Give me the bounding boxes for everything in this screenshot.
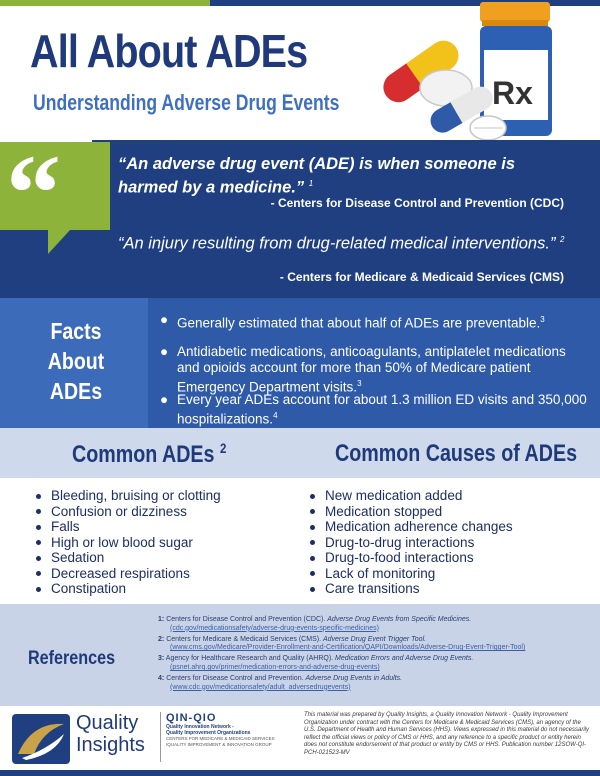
bottle-cap: [480, 2, 550, 22]
quote-1-text: “An adverse drug event (ADE) is when someone is harmed by a medicine.”: [118, 155, 516, 197]
list-item: [36, 488, 221, 504]
bullet-dot: [36, 556, 41, 561]
fact-item-2-text: Antidiabetic medications, anticoagulants, antiplatelet medications and opioids account for more than 50% of Medicare patient Emergency Department visits.: [177, 344, 566, 395]
list-item-text: Medication adherence changes: [325, 519, 513, 534]
bullet-dot: [36, 525, 41, 530]
footer-line: [0, 770, 600, 776]
fact-item-1-ref: 3: [540, 315, 545, 324]
pills-illustration: [368, 0, 600, 145]
list-item-text: High or low blood sugar: [51, 534, 193, 550]
facts-title-line1: Facts: [50, 318, 102, 344]
bullet-dot: [36, 571, 41, 576]
bullet-dot: [310, 494, 315, 499]
svg-text:“: “: [6, 142, 61, 254]
quote-2-source: - Centers for Medicare & Medicaid Services (CMS): [279, 270, 564, 284]
reference-title: Adverse Drug Events in Adults.: [305, 674, 403, 682]
facts-title: [34, 316, 119, 406]
reference-item: [158, 636, 588, 654]
reference-text: Centers for Medicare & Medicaid Services (CMS).: [166, 635, 322, 643]
list-item: [36, 535, 221, 551]
list-item: [310, 550, 513, 566]
reference-num: 2:: [158, 635, 165, 643]
list-item: [310, 519, 513, 535]
reference-text: Centers for Disease Control and Prevention (CDC).: [166, 616, 326, 623]
facts-title-line3: ADEs: [49, 378, 103, 404]
list-item: [310, 535, 513, 551]
quote-2-text: “An injury resulting from drug-related medical interventions.”: [118, 234, 556, 253]
reference-link[interactable]: (psnet.ahrq.gov/primer/medication-errors-and-adverse-drug-events): [170, 663, 380, 671]
list-item-text: New medication added: [325, 488, 463, 503]
bullet-dot: [36, 540, 41, 545]
reference-num: 4:: [158, 674, 165, 682]
references-title: References: [28, 648, 116, 669]
common-ades-title-text: Common ADEs: [72, 441, 215, 468]
fact-item-3-ref: 4: [273, 411, 278, 420]
list-item: [310, 504, 513, 520]
fact-item-3-text: Every year ADEs account for about 1.3 million ED visits and 350,000 hospitalizations.: [177, 392, 587, 427]
reference-link[interactable]: (www.cms.gov/Medicare/Provider-Enrollment-and-Certification/QAPI/Downloads/Adverse-Drug-Event-Trigger-Tool): [170, 644, 526, 652]
list-item-text: Falls: [51, 519, 80, 534]
quote-mark-icon: [0, 142, 130, 262]
list-item-text: Sedation: [51, 550, 105, 565]
facts-title-line2: About: [47, 348, 105, 374]
fact-item-2: [177, 344, 587, 396]
qin-line1: Quality Innovation Network -: [166, 724, 234, 730]
reference-link[interactable]: (cdc.gov/medicationsafety/adverse-drug-events-specific-medicines): [170, 624, 379, 632]
fact-item-3: [177, 392, 587, 428]
logo-divider: [160, 712, 161, 762]
list-item: [36, 519, 221, 535]
list-item-text: Lack of monitoring: [325, 565, 436, 581]
reference-text: Agency for Healthcare Research and Quality (AHRQ).: [165, 655, 334, 663]
list-item-text: Decreased respirations: [51, 565, 190, 581]
list-item-text: Drug-to-food interactions: [325, 550, 474, 565]
bullet-dot: [310, 525, 315, 530]
references-list: [158, 616, 588, 692]
top-stripe-green: [0, 0, 210, 6]
fact-item-1: [177, 312, 587, 332]
reference-item: [158, 655, 588, 673]
logo-line1: Quality: [76, 712, 139, 734]
quote-2: [118, 230, 578, 254]
reference-link[interactable]: (www.cdc.gov/medicationsafety/adult_adversedrugevents): [170, 683, 351, 691]
reference-title: Adverse Drug Event Trigger Tool.: [322, 635, 427, 643]
list-item: [36, 566, 221, 582]
bullet-dot: [310, 571, 315, 576]
bullet-dot: [36, 494, 41, 499]
bullet-dot: [310, 556, 315, 561]
disclaimer-text: This material was prepared by Quality Insights, a Quality Innovation Network - Quality Improvement Organization under contract with the Centers for Medicare & Medicaid Services (CMS), an agency of the U.S. Department of Health and Human Services (HHS). Views expressed in this material do not necessarily reflect the official views or policy of CMS or HHS, and any reference to a specific product or entity herein does not constitute endorsement of that product or entity by CMS or HHS. Publication number 12SOW-QI-PCH-021523-MV: [304, 712, 590, 756]
list-item-text: Medication stopped: [325, 503, 443, 519]
quote-1-ref: 1: [308, 179, 314, 188]
bullet-dot: [310, 587, 315, 592]
fact-item-1-text: Generally estimated that about half of ADEs are preventable.: [177, 315, 541, 331]
common-ades-title: [72, 440, 226, 469]
quote-2-ref: 2: [560, 235, 565, 244]
quote-1-source: - Centers for Disease Control and Prevention (CDC): [270, 196, 564, 210]
fact-item-2-ref: 3: [357, 379, 362, 388]
list-item-text: Confusion or dizziness: [51, 503, 187, 519]
list-item-text: Constipation: [51, 581, 127, 596]
page-title: All About ADEs: [30, 25, 308, 77]
qin-line3: CENTERS FOR MEDICARE & MEDICAID SERVICES: [166, 736, 275, 741]
bullet-dot: [36, 587, 41, 592]
list-item: [310, 488, 513, 504]
list-item-text: Bleeding, bruising or clotting: [51, 488, 221, 503]
list-item: [310, 581, 513, 597]
bottle-cap-rim: [482, 20, 548, 26]
fact-bullet: ●: [160, 392, 169, 407]
common-ades-list: [36, 488, 221, 597]
list-item-text: Drug-to-drug interactions: [325, 534, 475, 550]
qin-line2: Quality Improvement Organizations: [166, 730, 251, 736]
list-item: [36, 581, 221, 597]
reference-item: [158, 616, 588, 634]
qin-qio-logo: [166, 712, 296, 748]
reference-num: 3:: [158, 655, 165, 663]
common-causes-title: Common Causes of ADEs: [335, 440, 578, 467]
page-subtitle: Understanding Adverse Drug Events: [33, 90, 340, 115]
reference-num: 1:: [158, 616, 165, 623]
quality-insights-logo-mark: [12, 714, 70, 764]
fact-bullet: ●: [160, 312, 169, 327]
list-item: [310, 566, 513, 582]
list-item: [36, 550, 221, 566]
common-causes-list: [310, 488, 513, 597]
fact-bullet: ●: [160, 344, 169, 359]
logo-line2: Insights: [76, 734, 145, 756]
qin-line4: IQUALITY IMPROVEMENT & INNOVATION GROUP: [166, 742, 272, 747]
bottle-rx-text: Rx: [492, 75, 533, 111]
quality-insights-logo-text: [76, 712, 145, 756]
bullet-dot: [310, 509, 315, 514]
reference-text: Centers for Disease Control and Prevention.: [166, 674, 304, 682]
list-item: [36, 504, 221, 520]
bullet-dot: [36, 509, 41, 514]
reference-item: [158, 675, 588, 693]
qin-logo-text: QIN-QIO: [166, 712, 217, 724]
reference-title: Medication Errors and Adverse Drug Events.: [335, 655, 474, 663]
list-item-text: Care transitions: [325, 581, 420, 596]
bullet-dot: [310, 540, 315, 545]
common-ades-ref: 2: [219, 440, 227, 456]
quote-1: [118, 154, 578, 198]
reference-title: Adverse Drug Events from Specific Medicines.: [327, 616, 472, 623]
